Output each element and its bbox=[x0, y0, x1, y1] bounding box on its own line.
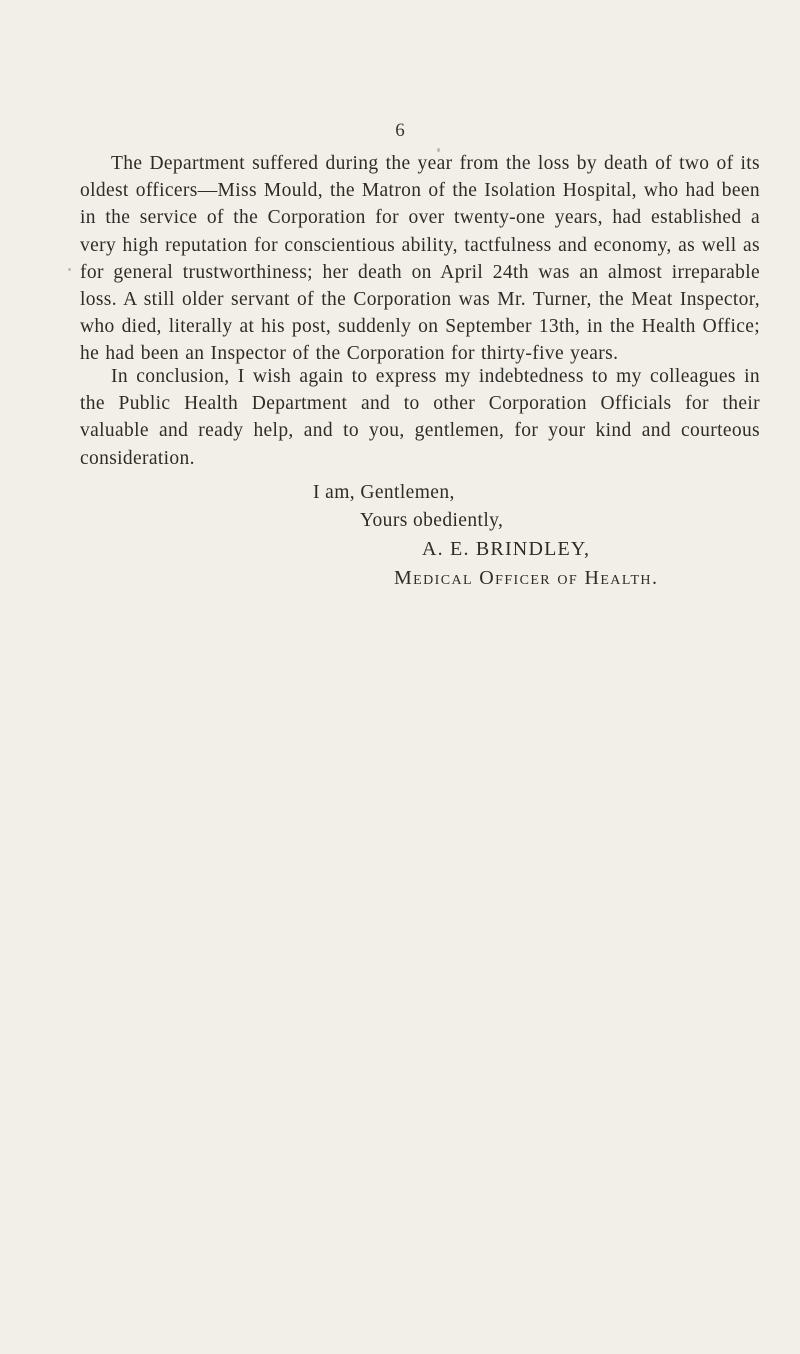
valediction: Yours obediently, bbox=[360, 510, 504, 531]
signatory-name: A. E. BRINDLEY, bbox=[422, 538, 591, 560]
salutation: I am, Gentlemen, bbox=[313, 482, 455, 503]
page-number: 6 bbox=[395, 120, 405, 141]
body-paragraph-1: The Department suffered during the year from the loss by death of two of its oldest officers—Miss Mould, the Matron of the Isolation Hospital, who had been in the service of the Corporation for over twenty-one years, had established a very high reputation for conscientious ability, tactfulness and economy, as well as for general trustworthiness; her death on April 24th was an almost irreparable loss. A still older servant of the Corporation was Mr. Turner, the Meat Inspector, who died, literally at his post, suddenly on September 13th, in the Health Office; he had been an Inspector of the Corporation for thirty-five years. bbox=[80, 153, 760, 365]
signatory-title: Medical Officer of Health. bbox=[394, 567, 659, 589]
ink-speck bbox=[68, 268, 71, 271]
body-paragraph-2: In conclusion, I wish again to express my indebtedness to my colleagues in the Public Health Department and to other Corporation Officials for their valuable and ready help, and to you, gentlemen, for your kind and courteous consideration. bbox=[80, 366, 760, 469]
